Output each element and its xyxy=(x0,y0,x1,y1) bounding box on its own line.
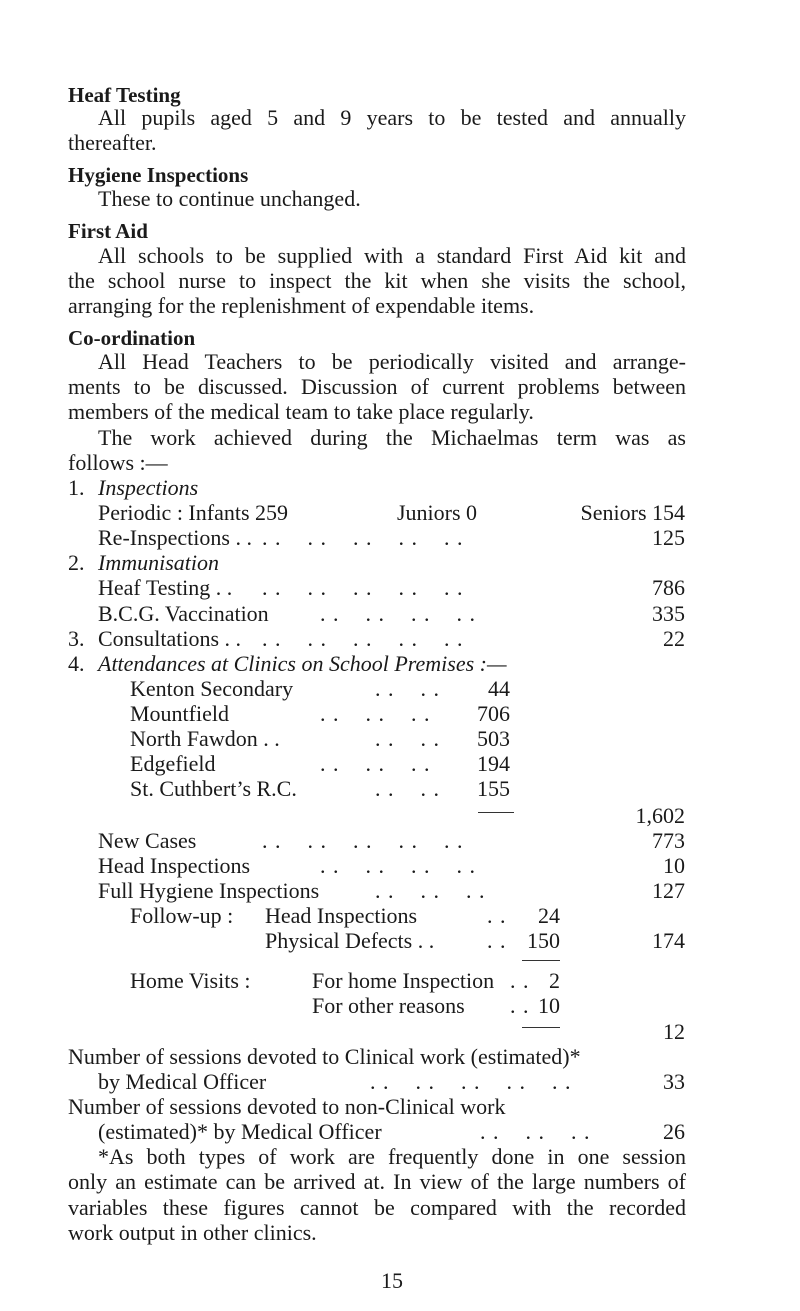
bcg-label: B.C.G. Vaccination xyxy=(98,600,269,626)
periodic-label: Periodic : Infants 259 xyxy=(98,499,289,525)
clinic-name: Edgefield xyxy=(130,751,216,777)
leader-dots: . . . . . . . . . . xyxy=(370,1068,572,1094)
first-aid-text-line-2: the school nurse to inspect the kit when she visits the school, xyxy=(68,268,686,294)
head-inspections-value: 10 xyxy=(663,852,685,878)
clinic-value: 503 xyxy=(477,726,510,752)
sessions-clinical-value: 33 xyxy=(663,1068,685,1094)
followup-physical-value: 150 xyxy=(527,928,560,954)
leader-dots: . . . . xyxy=(375,675,440,701)
leader-dots: . . . . . . . . . . xyxy=(262,827,464,853)
leader-dots: . . xyxy=(510,993,530,1019)
sessions-nonclinical-value: 26 xyxy=(663,1119,685,1144)
sessions-clinical-line-2: by Medical Officer xyxy=(98,1068,267,1094)
coordination-text-line-3: members of the medical team to take place regularly. xyxy=(68,399,534,425)
sessions-clinical-line-1: Number of sessions devoted to Clinical work (estimated)* xyxy=(68,1043,581,1069)
home-inspection-label: For home Inspection xyxy=(312,968,495,994)
section-4-title: Attendances at Clinics on School Premises :— xyxy=(98,650,507,676)
followup-physical-label: Physical Defects . . xyxy=(265,928,435,954)
section-2-title: Immunisation xyxy=(98,550,219,576)
followup-head-value: 24 xyxy=(538,903,560,929)
periodic-juniors: Juniors 0 xyxy=(397,499,478,525)
note-line-1: *As both types of work are frequently done in one session xyxy=(98,1144,686,1170)
heaf-text-line-2: thereafter. xyxy=(68,130,157,156)
new-cases-label: New Cases xyxy=(98,827,197,853)
section-4-number: 4. xyxy=(68,650,85,676)
clinic-value: 194 xyxy=(477,751,510,777)
home-other-value: 10 xyxy=(538,993,560,1019)
sessions-nonclinical-line-1: Number of sessions devoted to non-Clinical work xyxy=(68,1093,506,1119)
heaf-testing-label: Heaf Testing . . xyxy=(98,575,233,601)
clinic-name: North Fawdon . . xyxy=(130,726,280,752)
section-1-title: Inspections xyxy=(98,474,199,500)
first-aid-text-line-1: All schools to be supplied with a standard First Aid kit and xyxy=(98,243,686,268)
clinic-value: 44 xyxy=(488,675,510,701)
home-visits-total: 12 xyxy=(663,1018,685,1044)
clinic-name: St. Cuthbert’s R.C. xyxy=(130,776,297,802)
followup-head-label: Head Inspections xyxy=(265,903,418,929)
periodic-seniors: Seniors 154 xyxy=(580,499,685,525)
coordination-text-line-2: ments to be discussed. Discussion of current problems between xyxy=(68,374,686,400)
subtotal-rule xyxy=(522,1027,560,1028)
note-line-3: variables these figures cannot be compared with the recorded xyxy=(68,1194,686,1220)
followup-label: Follow-up : xyxy=(130,903,234,929)
home-other-label: For other reasons xyxy=(312,993,465,1019)
leader-dots: . . . . . . . . . . xyxy=(262,525,464,551)
leader-dots: . . . . . . xyxy=(320,701,431,726)
heading-hygiene-inspections: Hygiene Inspections xyxy=(68,163,249,187)
section-2-number: 2. xyxy=(68,550,85,576)
clinic-value: 155 xyxy=(477,776,510,802)
heaf-testing-value: 786 xyxy=(652,575,685,601)
consultations-value: 22 xyxy=(663,625,685,651)
leader-dots: . . xyxy=(487,928,507,954)
clinics-total: 1,602 xyxy=(635,802,685,828)
full-hygiene-label: Full Hygiene Inspections xyxy=(98,877,320,903)
sessions-nonclinical-line-2: (estimated)* by Medical Officer xyxy=(98,1119,382,1144)
coordination-text-line-4: The work achieved during the Michaelmas term was as xyxy=(98,424,686,450)
coordination-text-line-1: All Head Teachers to be periodically visited and arrange- xyxy=(98,349,686,375)
leader-dots: . . . . xyxy=(375,726,440,752)
leader-dots: . . xyxy=(510,968,530,994)
note-line-4: work output in other clinics. xyxy=(68,1219,317,1245)
leader-dots: . . xyxy=(487,903,507,929)
reinspections-value: 125 xyxy=(652,525,685,551)
leader-dots: . . . . . . xyxy=(375,877,486,903)
leader-dots: . . . . . . xyxy=(480,1119,591,1144)
page-number: 15 xyxy=(381,1268,403,1293)
consultations-label: Consultations . . xyxy=(98,625,242,651)
note-line-2: only an estimate can be arrived at. In view of the large numbers of xyxy=(68,1169,686,1195)
clinic-name: Mountfield xyxy=(130,701,229,726)
leader-dots: . . . . xyxy=(375,776,440,802)
leader-dots: . . . . . . . . . . xyxy=(262,625,464,651)
reinspections-label: Re-Inspections . . xyxy=(98,525,252,551)
head-inspections-label: Head Inspections xyxy=(98,852,251,878)
leader-dots: . . . . . . xyxy=(320,751,431,777)
heading-heaf-testing: Heaf Testing xyxy=(68,82,181,107)
followup-total: 174 xyxy=(652,928,685,954)
bcg-value: 335 xyxy=(652,600,685,626)
heaf-text-line-1: All pupils aged 5 and 9 years to be tested and annually xyxy=(98,105,686,131)
leader-dots: . . . . . . . . . . xyxy=(262,575,464,601)
clinic-name: Kenton Secondary xyxy=(130,675,294,701)
new-cases-value: 773 xyxy=(652,827,685,853)
first-aid-text-line-3: arranging for the replenishment of expendable items. xyxy=(68,293,535,319)
heading-first-aid: First Aid xyxy=(68,218,148,243)
subtotal-rule xyxy=(522,960,560,961)
leader-dots: . . . . . . . . xyxy=(320,600,476,626)
home-visits-label: Home Visits : xyxy=(130,968,251,994)
section-3-number: 3. xyxy=(68,625,85,651)
hygiene-text-line-1: These to continue unchanged. xyxy=(98,186,361,212)
full-hygiene-value: 127 xyxy=(652,877,685,903)
home-inspection-value: 2 xyxy=(549,968,560,994)
heading-coordination: Co-ordination xyxy=(68,325,196,350)
subtotal-rule xyxy=(478,812,514,813)
leader-dots: . . . . . . . . xyxy=(320,852,476,878)
clinic-value: 706 xyxy=(477,701,510,726)
section-1-number: 1. xyxy=(68,474,85,500)
coordination-text-line-5: follows :— xyxy=(68,449,168,475)
